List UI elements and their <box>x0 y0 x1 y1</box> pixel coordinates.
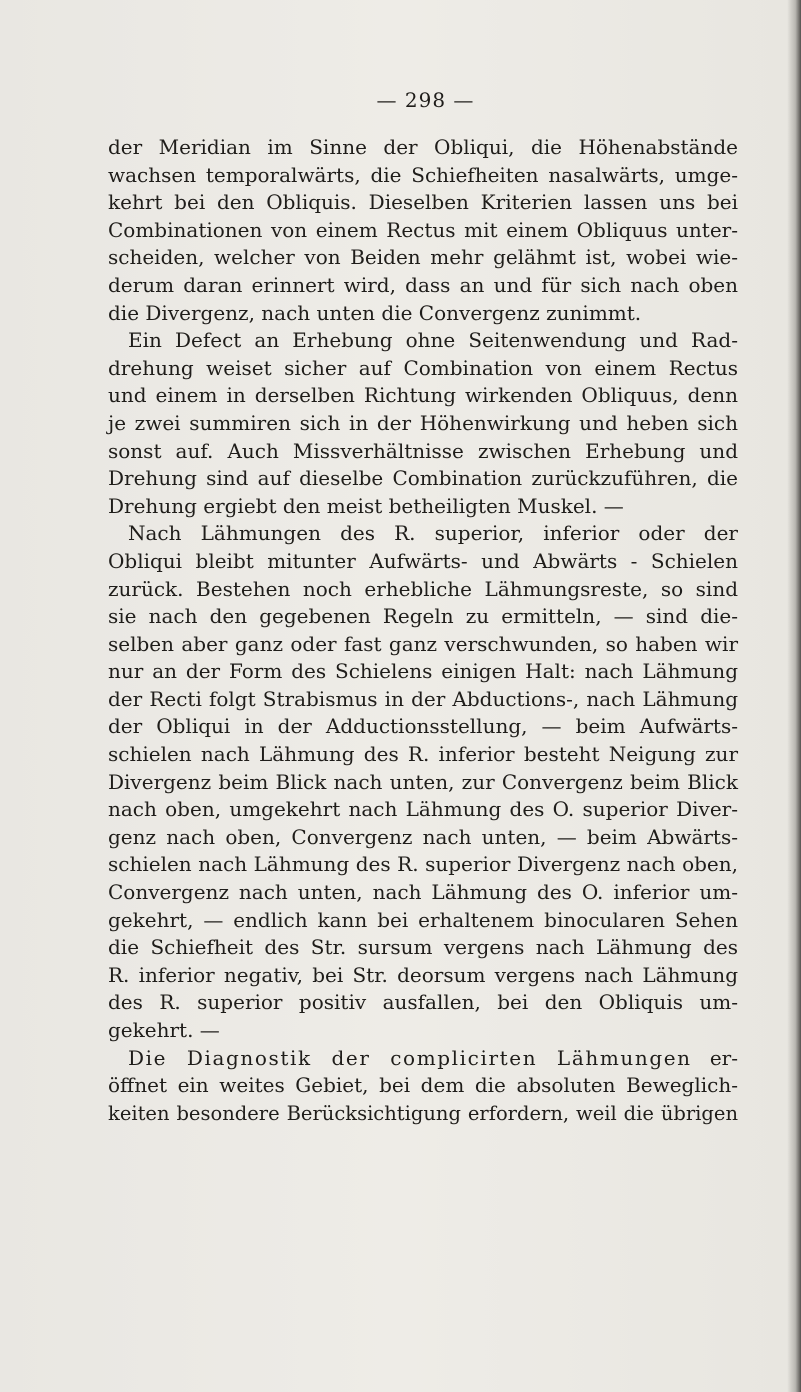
text-line: Drehung sind auf dieselbe Combination zurückzuführen, die <box>108 466 738 491</box>
text-line: R. inferior negativ, bei Str. deorsum vergens nach Lähmung <box>108 962 738 987</box>
paragraph-2 <box>108 327 738 520</box>
text-line: zurück. Bestehen noch erhebliche Lähmungsreste, so sind <box>108 576 738 601</box>
spaced-heading-text: Die Diagnostik der complicirten Lähmungen <box>128 1045 692 1070</box>
text-line: gekehrt. — <box>108 1018 220 1042</box>
page-edge-shadow <box>787 0 801 1392</box>
paragraph-3 <box>108 520 738 1044</box>
text-line: die Schiefheit des Str. sursum vergens nach Lähmung des <box>108 935 738 960</box>
text-line: öffnet ein weites Gebiet, bei dem die absoluten Beweglich- <box>108 1073 738 1098</box>
text-line: keiten besondere Berücksichtigung erfordern, weil die übrigen <box>108 1101 738 1125</box>
text-line: derum daran erinnert wird, dass an und für sich nach oben <box>108 272 738 297</box>
text-line: und einem in derselben Richtung wirkenden Obliquus, denn <box>108 383 738 408</box>
text-line-rest: er- <box>691 1045 738 1070</box>
paragraph-1 <box>108 134 738 327</box>
text-line: der Obliqui in der Adductionsstellung, — beim Aufwärts- <box>108 714 738 739</box>
body-text <box>108 134 738 1127</box>
text-line: des R. superior positiv ausfallen, bei den Obliquis um- <box>108 990 738 1015</box>
page-number: — 298 — <box>376 88 475 112</box>
text-line: genz nach oben, Convergenz nach unten, — beim Abwärts- <box>108 824 738 849</box>
text-line: je zwei summiren sich in der Höhenwirkung und heben sich <box>108 410 738 435</box>
text-line: Ein Defect an Erhebung ohne Seitenwendung und Rad- <box>128 328 738 353</box>
text-line: kehrt bei den Obliquis. Dieselben Kriterien lassen uns bei <box>108 190 738 215</box>
text-line: Combinationen von einem Rectus mit einem Obliquus unter- <box>108 217 738 242</box>
text-line: Nach Lähmungen des R. superior, inferior oder der <box>128 521 738 546</box>
text-line: selben aber ganz oder fast ganz verschwunden, so haben wir <box>108 631 738 656</box>
text-line: drehung weiset sicher auf Combination von einem Rectus <box>108 355 738 380</box>
paragraph-4 <box>108 1045 738 1128</box>
text-line: schielen nach Lähmung des R. superior Divergenz nach oben, <box>108 852 738 877</box>
text-line: Divergenz beim Blick nach unten, zur Convergenz beim Blick <box>108 769 738 794</box>
text-line: der Recti folgt Strabismus in der Abductions-, nach Lähmung <box>108 686 738 711</box>
text-line: der Meridian im Sinne der Obliqui, die Höhenabstände <box>108 135 738 159</box>
text-line: gekehrt, — endlich kann bei erhaltenem binocularen Sehen <box>108 907 738 932</box>
text-line: Convergenz nach unten, nach Lähmung des O. inferior um- <box>108 880 738 905</box>
text-line: schielen nach Lähmung des R. inferior besteht Neigung zur <box>108 742 738 767</box>
text-line: scheiden, welcher von Beiden mehr gelähmt ist, wobei wie- <box>108 245 738 270</box>
text-line: Obliqui bleibt mitunter Aufwärts- und Abwärts - Schielen <box>108 548 738 573</box>
text-line: nur an der Form des Schielens einigen Halt: nach Lähmung <box>108 659 738 684</box>
text-line: Drehung ergiebt den meist betheiligten Muskel. — <box>108 493 624 518</box>
text-line: wachsen temporalwärts, die Schiefheiten nasalwärts, umge- <box>108 162 738 187</box>
text-line: nach oben, umgekehrt nach Lähmung des O. superior Diver- <box>108 797 738 822</box>
text-line: sie nach den gegebenen Regeln zu ermitteln, — sind die- <box>108 604 738 629</box>
text-line <box>108 1045 738 1073</box>
text-line: sonst auf. Auch Missverhältnisse zwischen Erhebung und <box>108 438 738 463</box>
text-line: die Divergenz, nach unten die Convergenz zunimmt. <box>108 300 642 325</box>
